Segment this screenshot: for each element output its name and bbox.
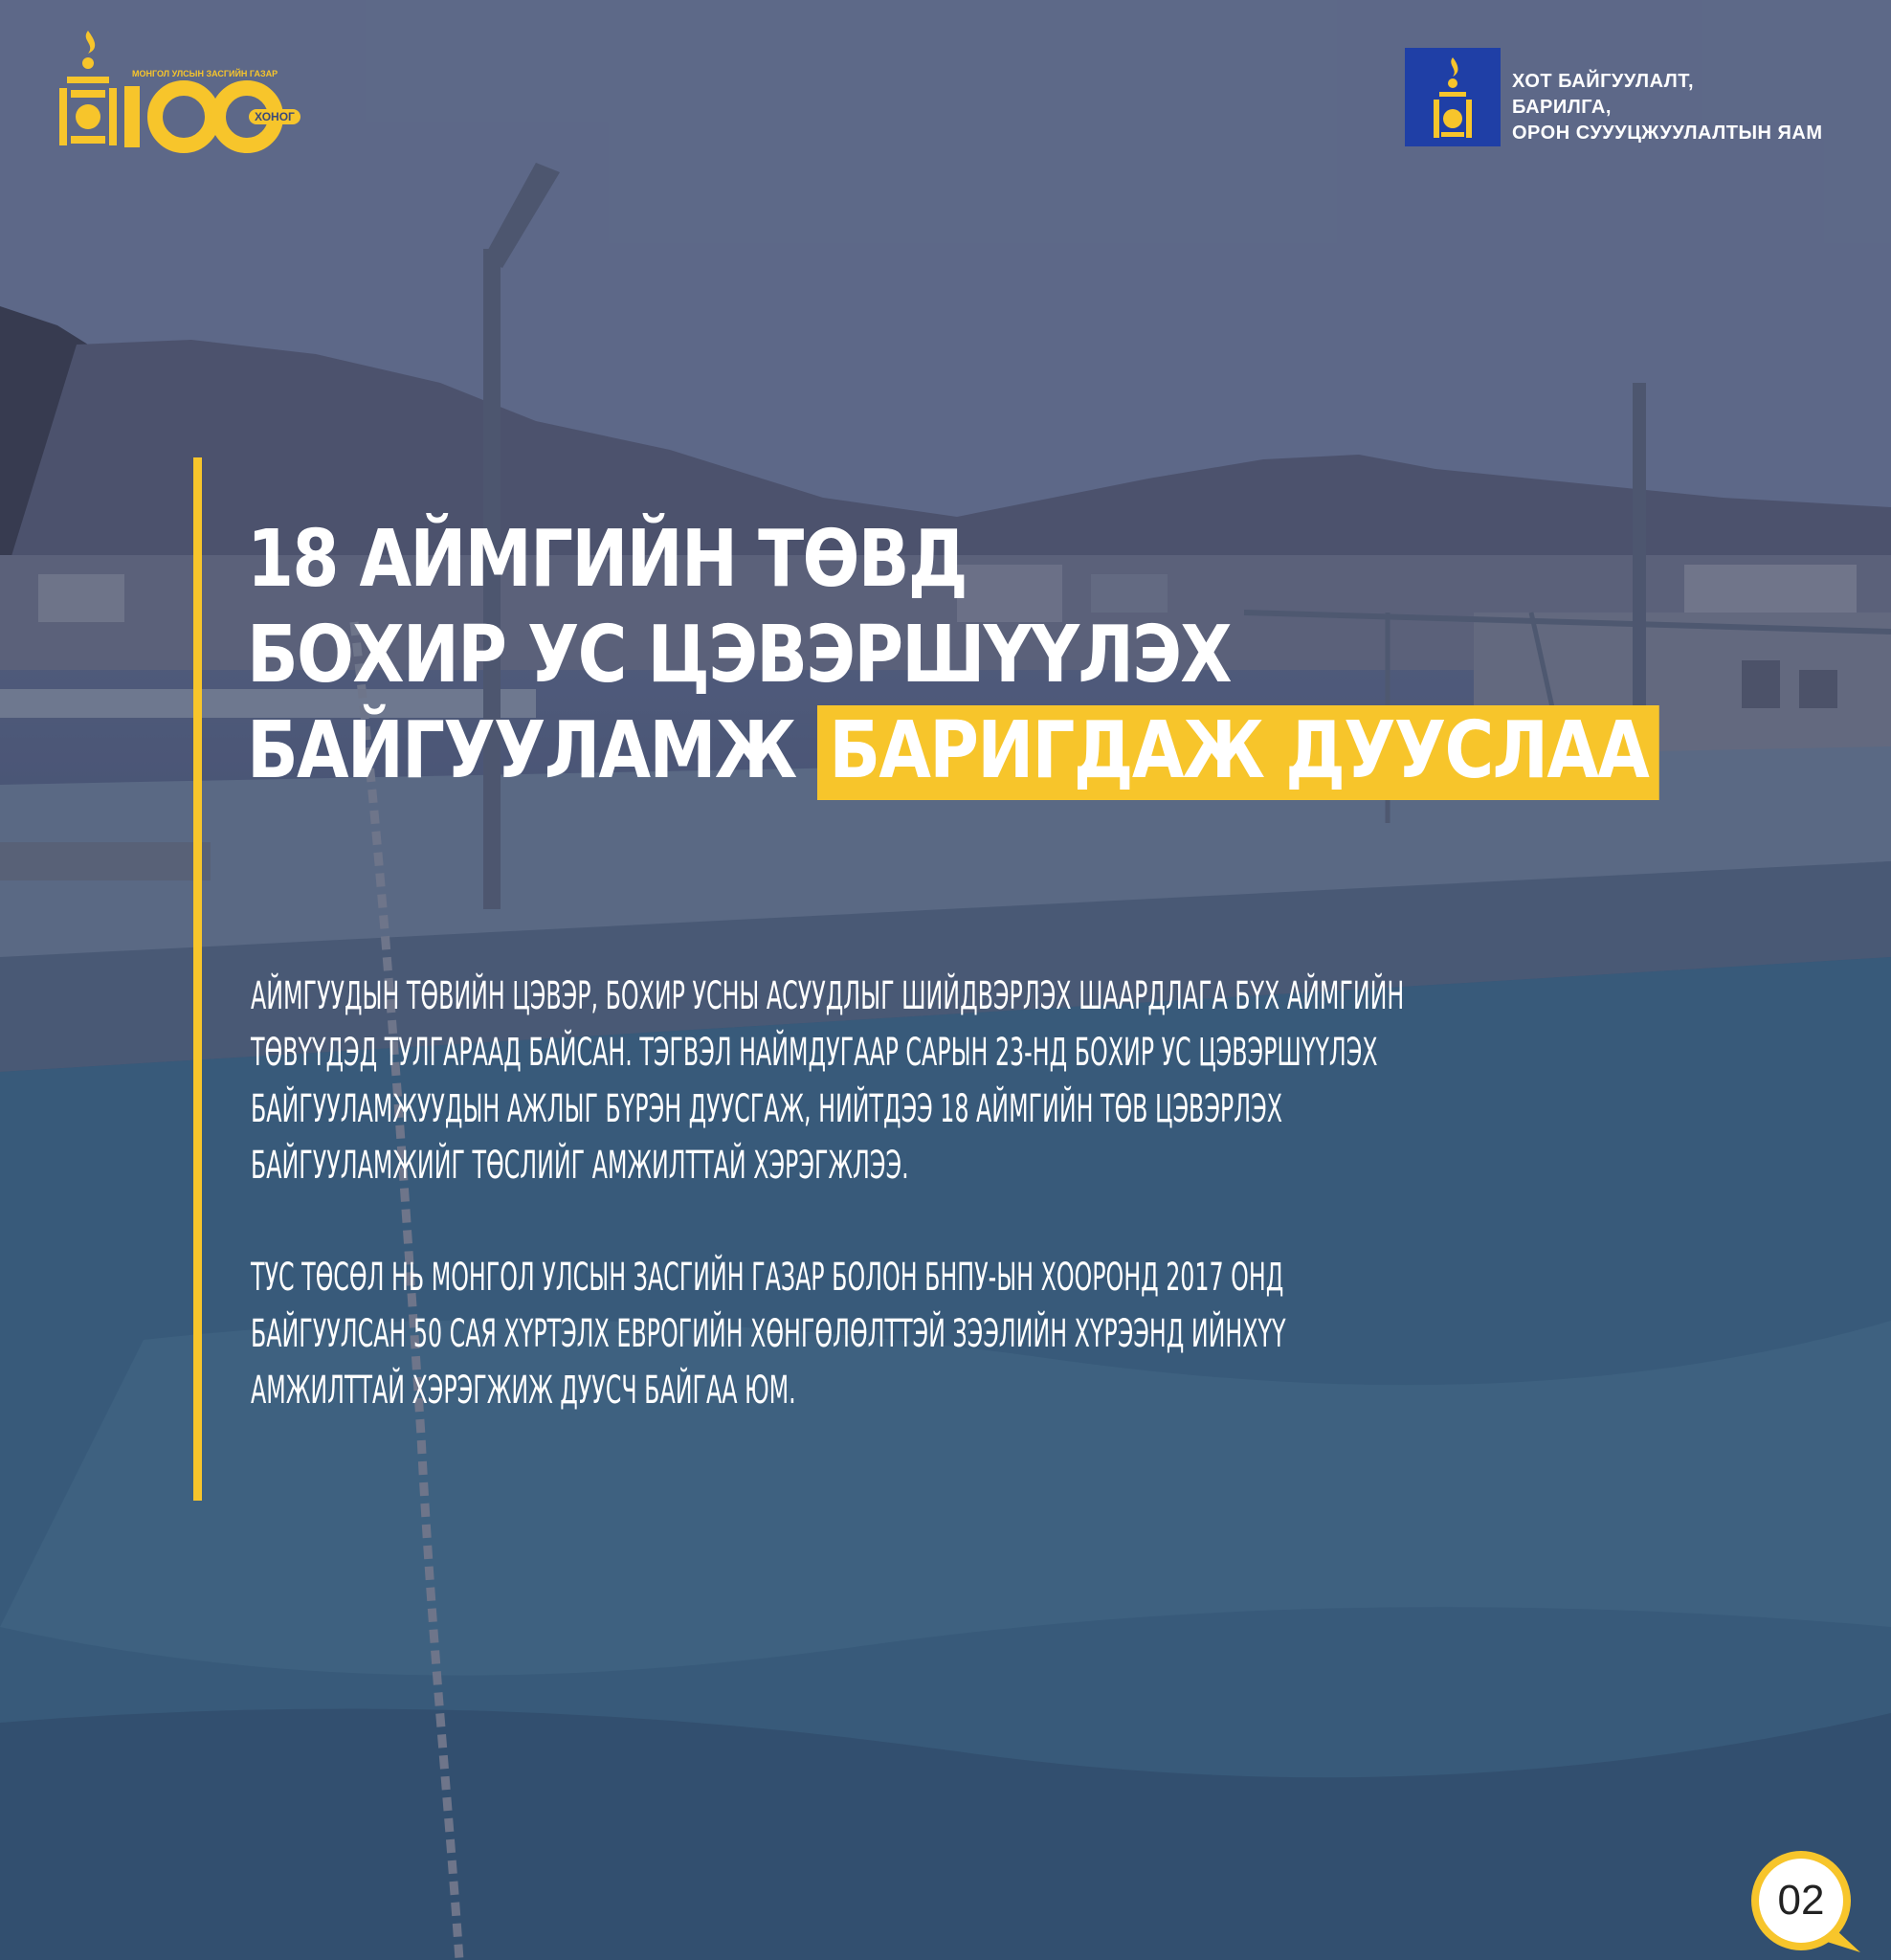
- headline-line-3-text: БАЙГУУЛАМЖ: [247, 705, 796, 796]
- headline-line-1: 18 АЙМГИЙН ТӨВД: [247, 514, 967, 605]
- headline: [247, 512, 1659, 799]
- page-number: 02: [1759, 1859, 1843, 1943]
- hundred-days-logo: [59, 31, 327, 160]
- headline-line-2: БОХИР УС ЦЭВЭРШҮҮЛЭХ: [247, 610, 1231, 701]
- headline-highlight: БАРИГДАЖ ДУУСЛАА: [817, 705, 1659, 800]
- ministry-logo: [1405, 48, 1883, 148]
- soyombo-emblem-icon: [1405, 48, 1501, 146]
- accent-bar: [193, 457, 202, 1501]
- page-number-badge: [1742, 1845, 1860, 1952]
- body-paragraph-1: АЙМГУУДЫН ТӨВИЙН ЦЭВЭР, БОХИР УСНЫ АСУУДЛЫГ ШИЙДВЭРЛЭХ ШААРДЛАГА БҮХ АЙМГИЙН ТӨВҮҮДЭД ТУЛГАРААД БАЙСАН. ТЭГВЭЛ НАЙМДУГААР САРЫН 23-НД БОХИР УС ЦЭВЭРШҮҮЛЭХ БАЙГУУЛАМЖУУДЫН АЖЛЫГ БҮРЭН ДУУСГАЖ, НИЙТДЭЭ 18 АЙМГИЙН ТӨВ ЦЭВЭРЛЭХ БАЙГУУЛАМЖИЙГ ТӨСЛИЙГ АМЖИЛТТАЙ ХЭРЭГЖЛЭЭ.: [251, 974, 1405, 1188]
- ministry-line-1: ХОТ БАЙГУУЛАЛТ,: [1512, 71, 1695, 92]
- body-paragraph-2: ТУС ТӨСӨЛ НЬ МОНГОЛ УЛСЫН ЗАСГИЙН ГАЗАР БОЛОН БНПУ-ЫН ХООРОНД 2017 ОНД БАЙГУУЛСАН 50 САЯ ХҮРТЭЛХ ЕВРОГИЙН ХӨНГӨЛӨЛТТЭЙ ЗЭЭЛИЙН ХҮРЭЭНД ИЙНХҮҮ АМЖИЛТТАЙ ХЭРЭГЖИЖ ДУУСЧ БАЙГАА ЮМ.: [251, 1256, 1286, 1413]
- logo-tag: ХОНОГ: [249, 109, 300, 124]
- ministry-line-2: БАРИЛГА,: [1512, 97, 1612, 118]
- ministry-emblem: [1405, 48, 1501, 146]
- ministry-line-3: ОРОН СУУУЦЖУУЛАЛТЫН ЯАМ: [1512, 122, 1823, 144]
- logo-caption: МОНГОЛ УЛСЫН ЗАСГИЙН ГАЗАР: [132, 69, 278, 78]
- ministry-name: [1512, 69, 1823, 146]
- headline-line-3: [247, 703, 1659, 799]
